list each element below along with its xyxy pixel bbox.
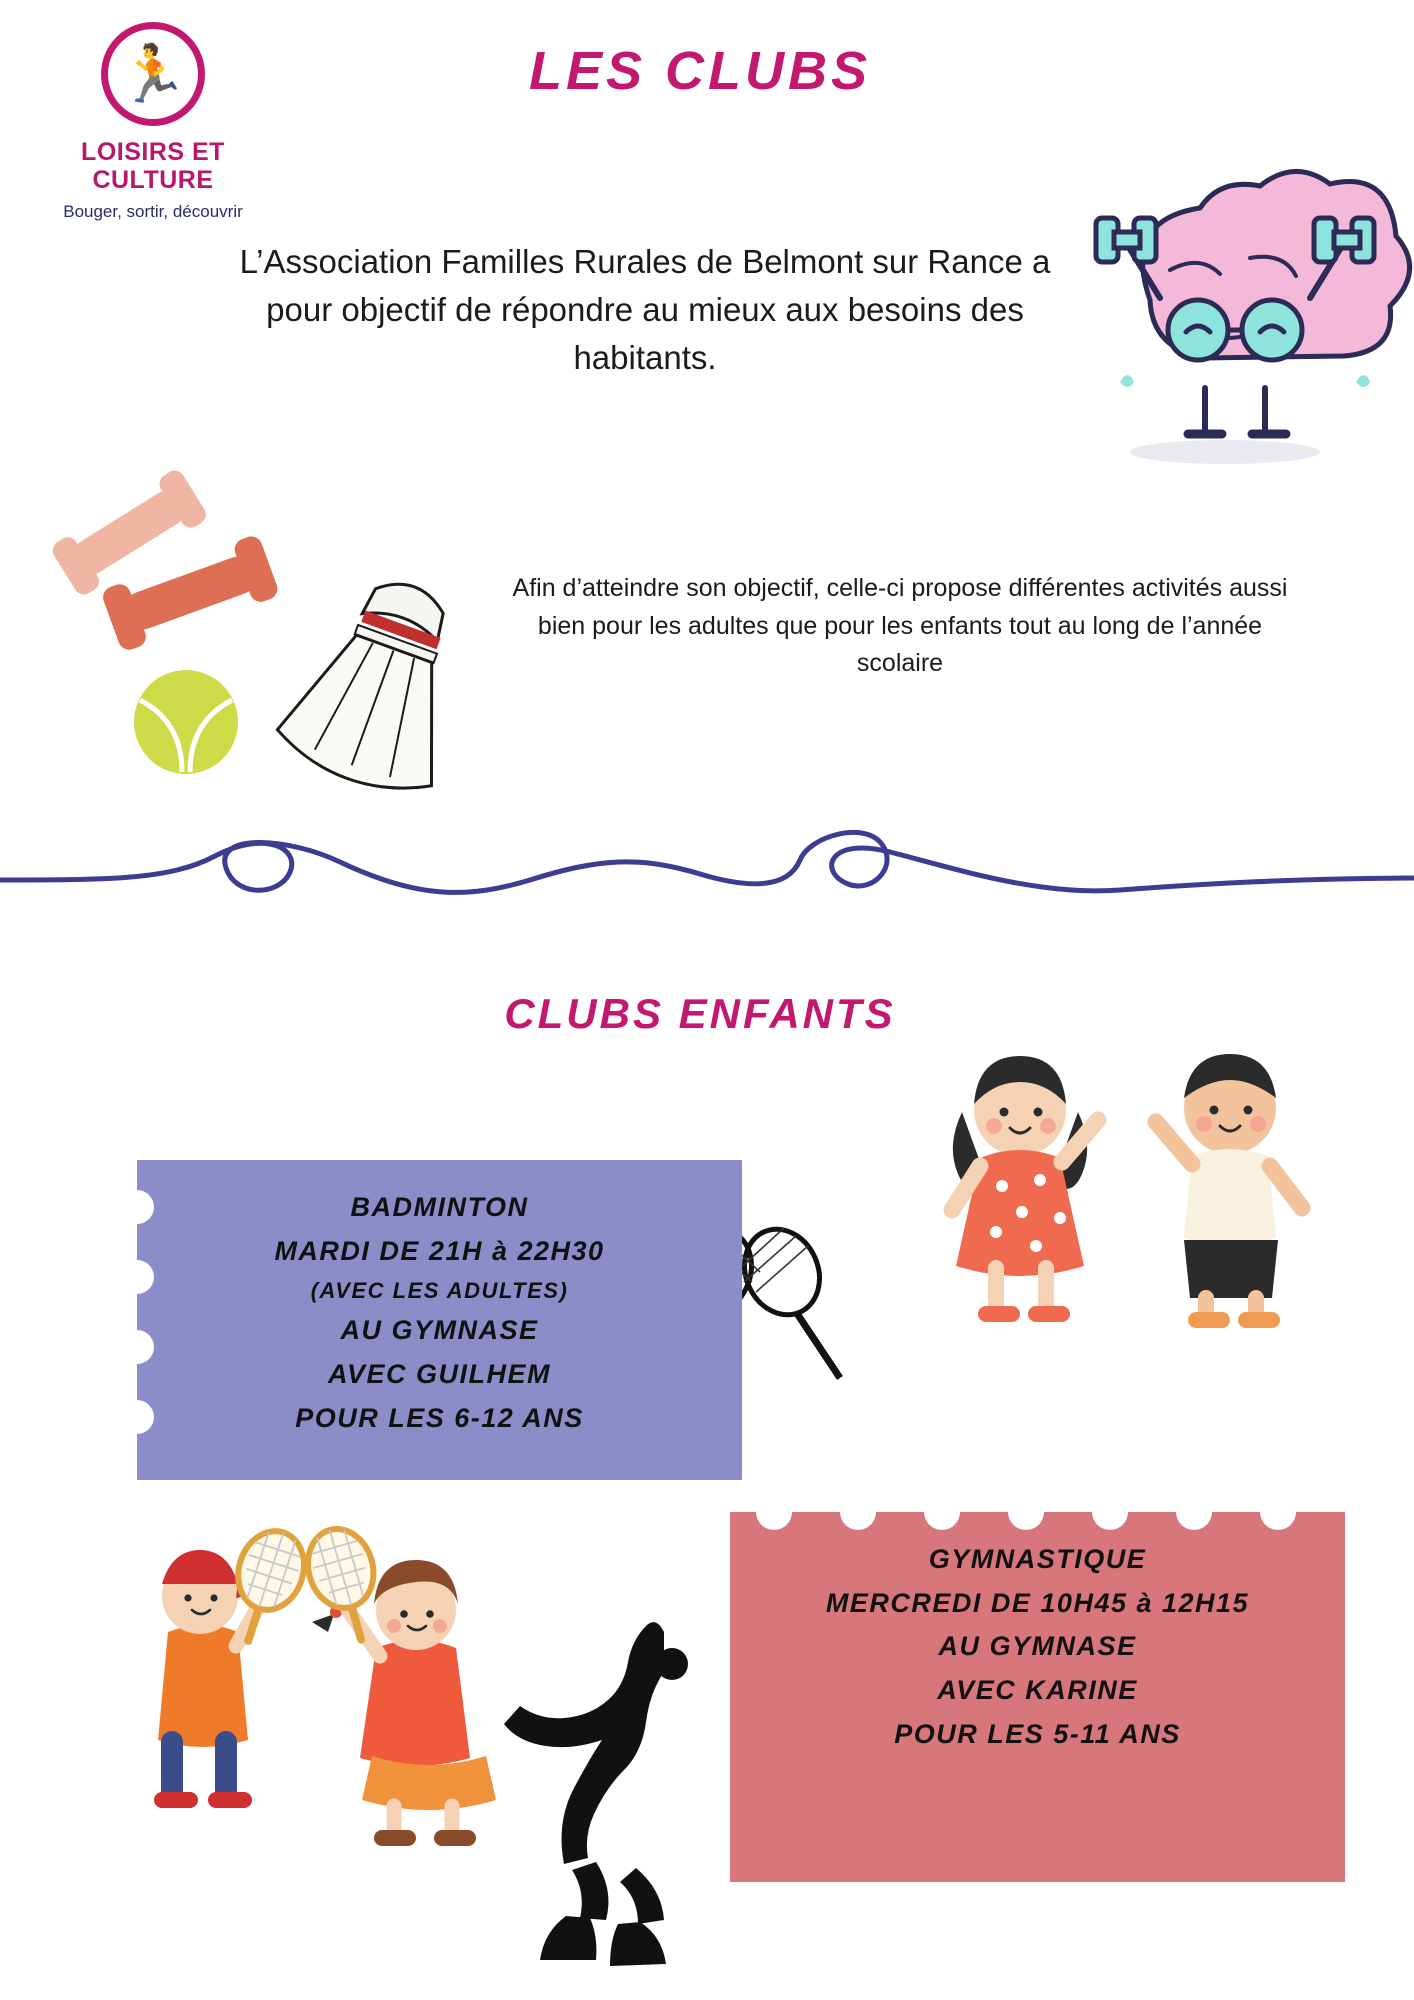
card-line: POUR LES 6-12 ANS bbox=[295, 1402, 584, 1433]
association-logo bbox=[38, 22, 268, 222]
intro-paragraph-1: L’Association Familles Rurales de Belmont sur Rance a pour objectif de répondre au mieux aux besoins des habitants. bbox=[239, 243, 1051, 376]
dumbbells-icon bbox=[49, 467, 281, 653]
logo-title: LOISIRS ET CULTURE bbox=[81, 138, 225, 194]
person-running-icon: 🏃 bbox=[118, 42, 188, 105]
logo-mark bbox=[101, 22, 205, 126]
kids-badminton-icon bbox=[158, 1521, 496, 1838]
card-line: POUR LES 5-11 ANS bbox=[894, 1718, 1181, 1749]
club-card-gymnastique bbox=[730, 1512, 1345, 1882]
shuttlecock-icon bbox=[270, 560, 494, 807]
brain-workout-icon bbox=[1096, 171, 1410, 464]
card-line: (AVEC LES ADULTES) bbox=[310, 1278, 569, 1304]
card-line: BADMINTON bbox=[350, 1192, 529, 1222]
card-line: AU GYMNASE bbox=[938, 1631, 1137, 1662]
page-title: LES CLUBS bbox=[528, 41, 872, 101]
card-line: AU GYMNASE bbox=[340, 1315, 539, 1346]
gymnast-silhouette-icon bbox=[504, 1622, 688, 1966]
card-line: MARDI DE 21H à 22H30 bbox=[274, 1235, 605, 1266]
section-title-clubs-enfants: CLUBS ENFANTS bbox=[504, 990, 896, 1037]
card-line: AVEC KARINE bbox=[937, 1675, 1138, 1706]
card-line: AVEC GUILHEM bbox=[327, 1358, 551, 1389]
squiggle-divider-icon bbox=[0, 832, 1414, 892]
tennis-ball-icon bbox=[134, 670, 238, 774]
kids-waving-icon bbox=[952, 1054, 1302, 1320]
club-card-badminton bbox=[137, 1160, 742, 1480]
card-line: MERCREDI DE 10H45 à 12H15 bbox=[825, 1587, 1250, 1618]
intro-paragraph-2: Afin d’atteindre son objectif, celle-ci propose différentes activités aussi bien pour les adultes que pour les enfants tout au long de l’année scolaire bbox=[512, 574, 1288, 677]
logo-tagline: Bouger, sortir, découvrir bbox=[63, 202, 243, 221]
card-line: GYMNASTIQUE bbox=[928, 1544, 1147, 1574]
